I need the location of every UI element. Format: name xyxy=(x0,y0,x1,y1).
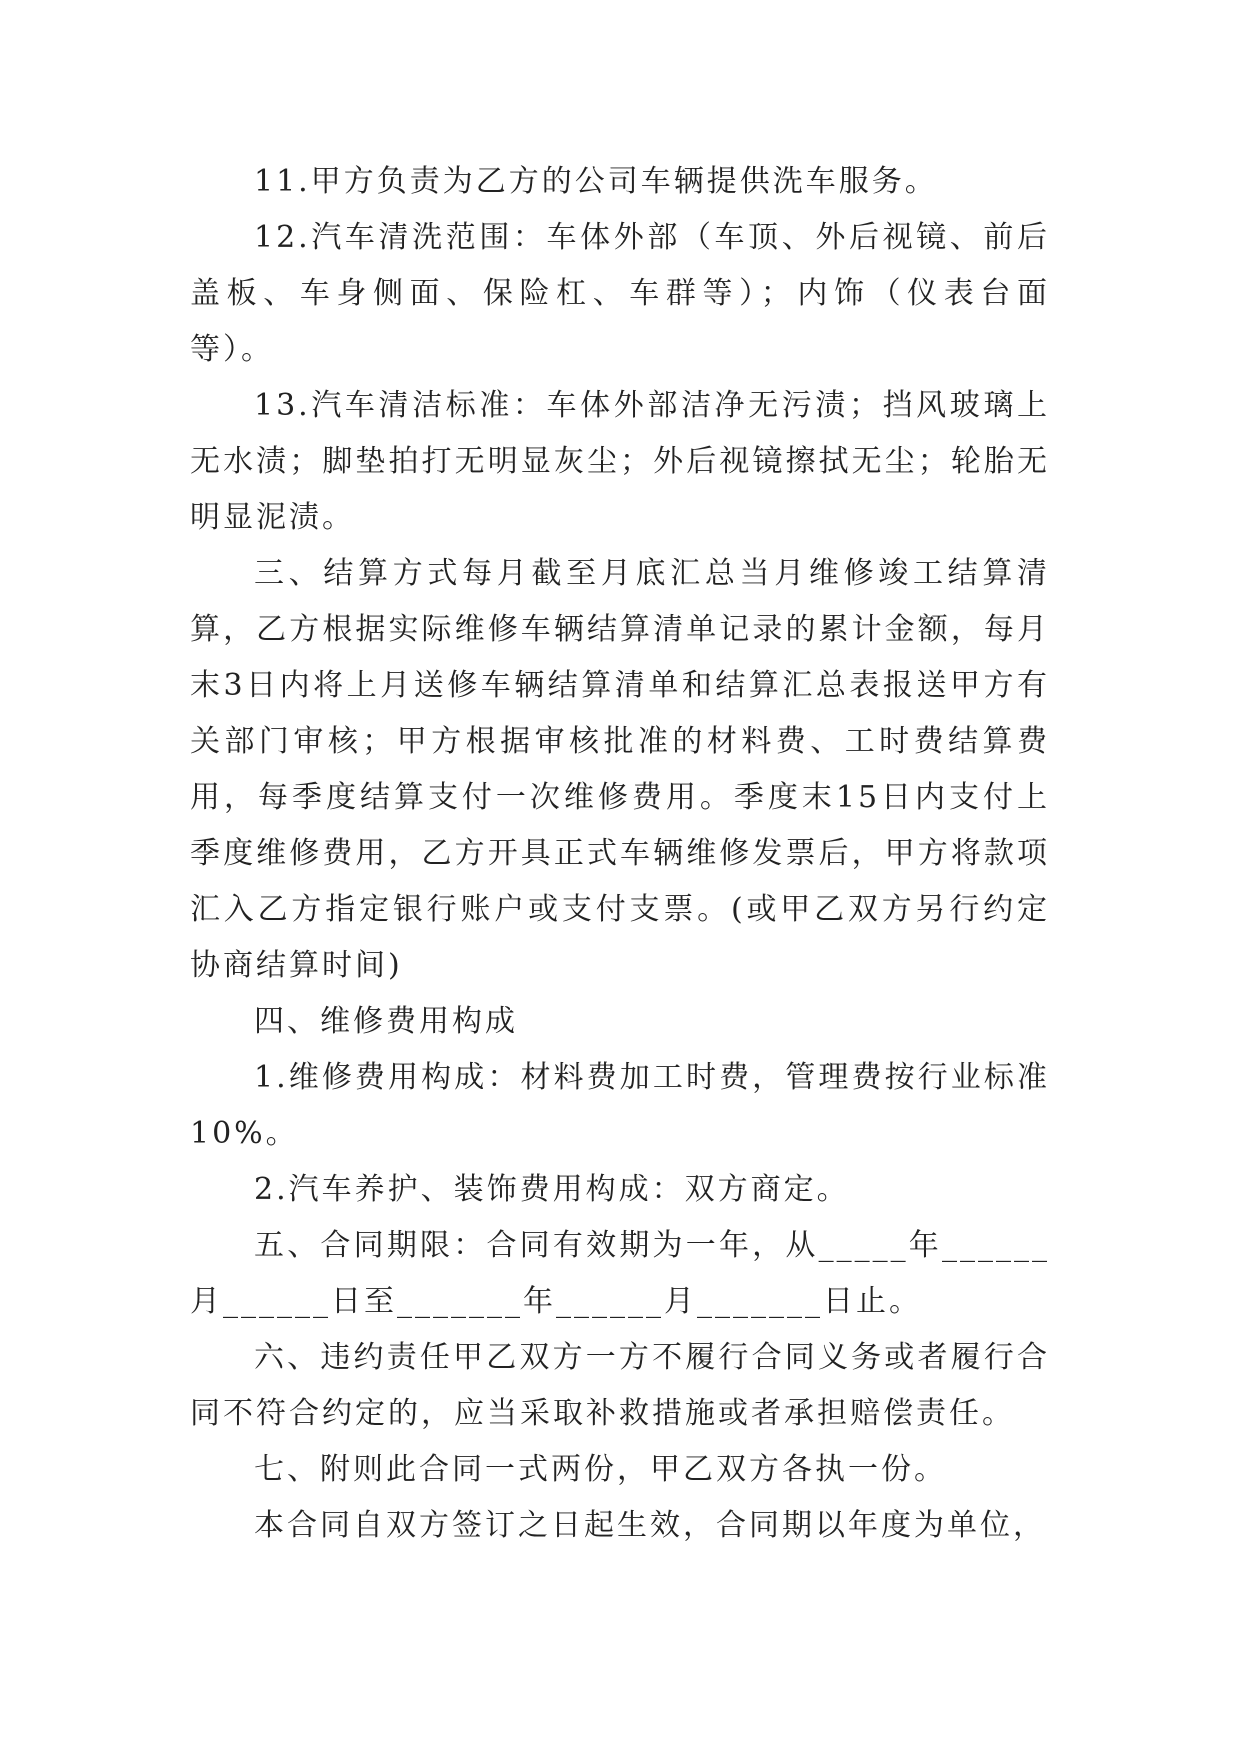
section-4-item-2: 2.汽车养护、装饰费用构成：双方商定。 xyxy=(254,1172,850,1207)
document-body xyxy=(190,154,1050,1554)
section-3-settlement: 三、结算方式每月截至月底汇总当月维修竣工结算清算，乙方根据实际维修车辆结算清单记录的累计金额，每月末3日内将上月送修车辆结算清单和结算汇总表报送甲方有关部门审核；甲方根据审核批准的材料费、工时费结算费用，每季度结算支付一次维修费用。季度末15日内支付上季度维修费用，乙方开具正式车辆维修发票后，甲方将款项汇入乙方指定银行账户或支付支票。(或甲乙双方另行约定协商结算时间) xyxy=(190,556,1050,983)
clause-12-wash-scope: 12.汽车清洗范围：车体外部（车顶、外后视镜、前后盖板、车身侧面、保险杠、车群等）；内饰（仪表台面等）。 xyxy=(190,220,1050,367)
clause-11-car-wash: 11.甲方负责为乙方的公司车辆提供洗车服务。 xyxy=(254,164,938,199)
section-4-heading: 四、维修费用构成 xyxy=(254,1004,518,1039)
clause-13-clean-standard: 13.汽车清洁标准：车体外部洁净无污渍；挡风玻璃上无水渍；脚垫拍打无明显灰尘；外后视镜擦拭无尘；轮胎无明显泥渍。 xyxy=(190,388,1050,535)
section-4-item-1: 1.维修费用构成：材料费加工时费，管理费按行业标准10%。 xyxy=(190,1060,1050,1151)
section-7-supplementary: 七、附则此合同一式两份，甲乙双方各执一份。 xyxy=(254,1452,947,1487)
section-5-contract-term: 五、合同期限：合同有效期为一年，从_____年______月______日至_______年______月_______日止。 xyxy=(190,1228,1050,1319)
effective-clause: 本合同自双方签订之日起生效，合同期以年度为单位， xyxy=(254,1508,1046,1543)
section-6-liability: 六、违约责任甲乙双方一方不履行合同义务或者履行合同不符合约定的，应当采取补救措施或者承担赔偿责任。 xyxy=(190,1340,1050,1431)
